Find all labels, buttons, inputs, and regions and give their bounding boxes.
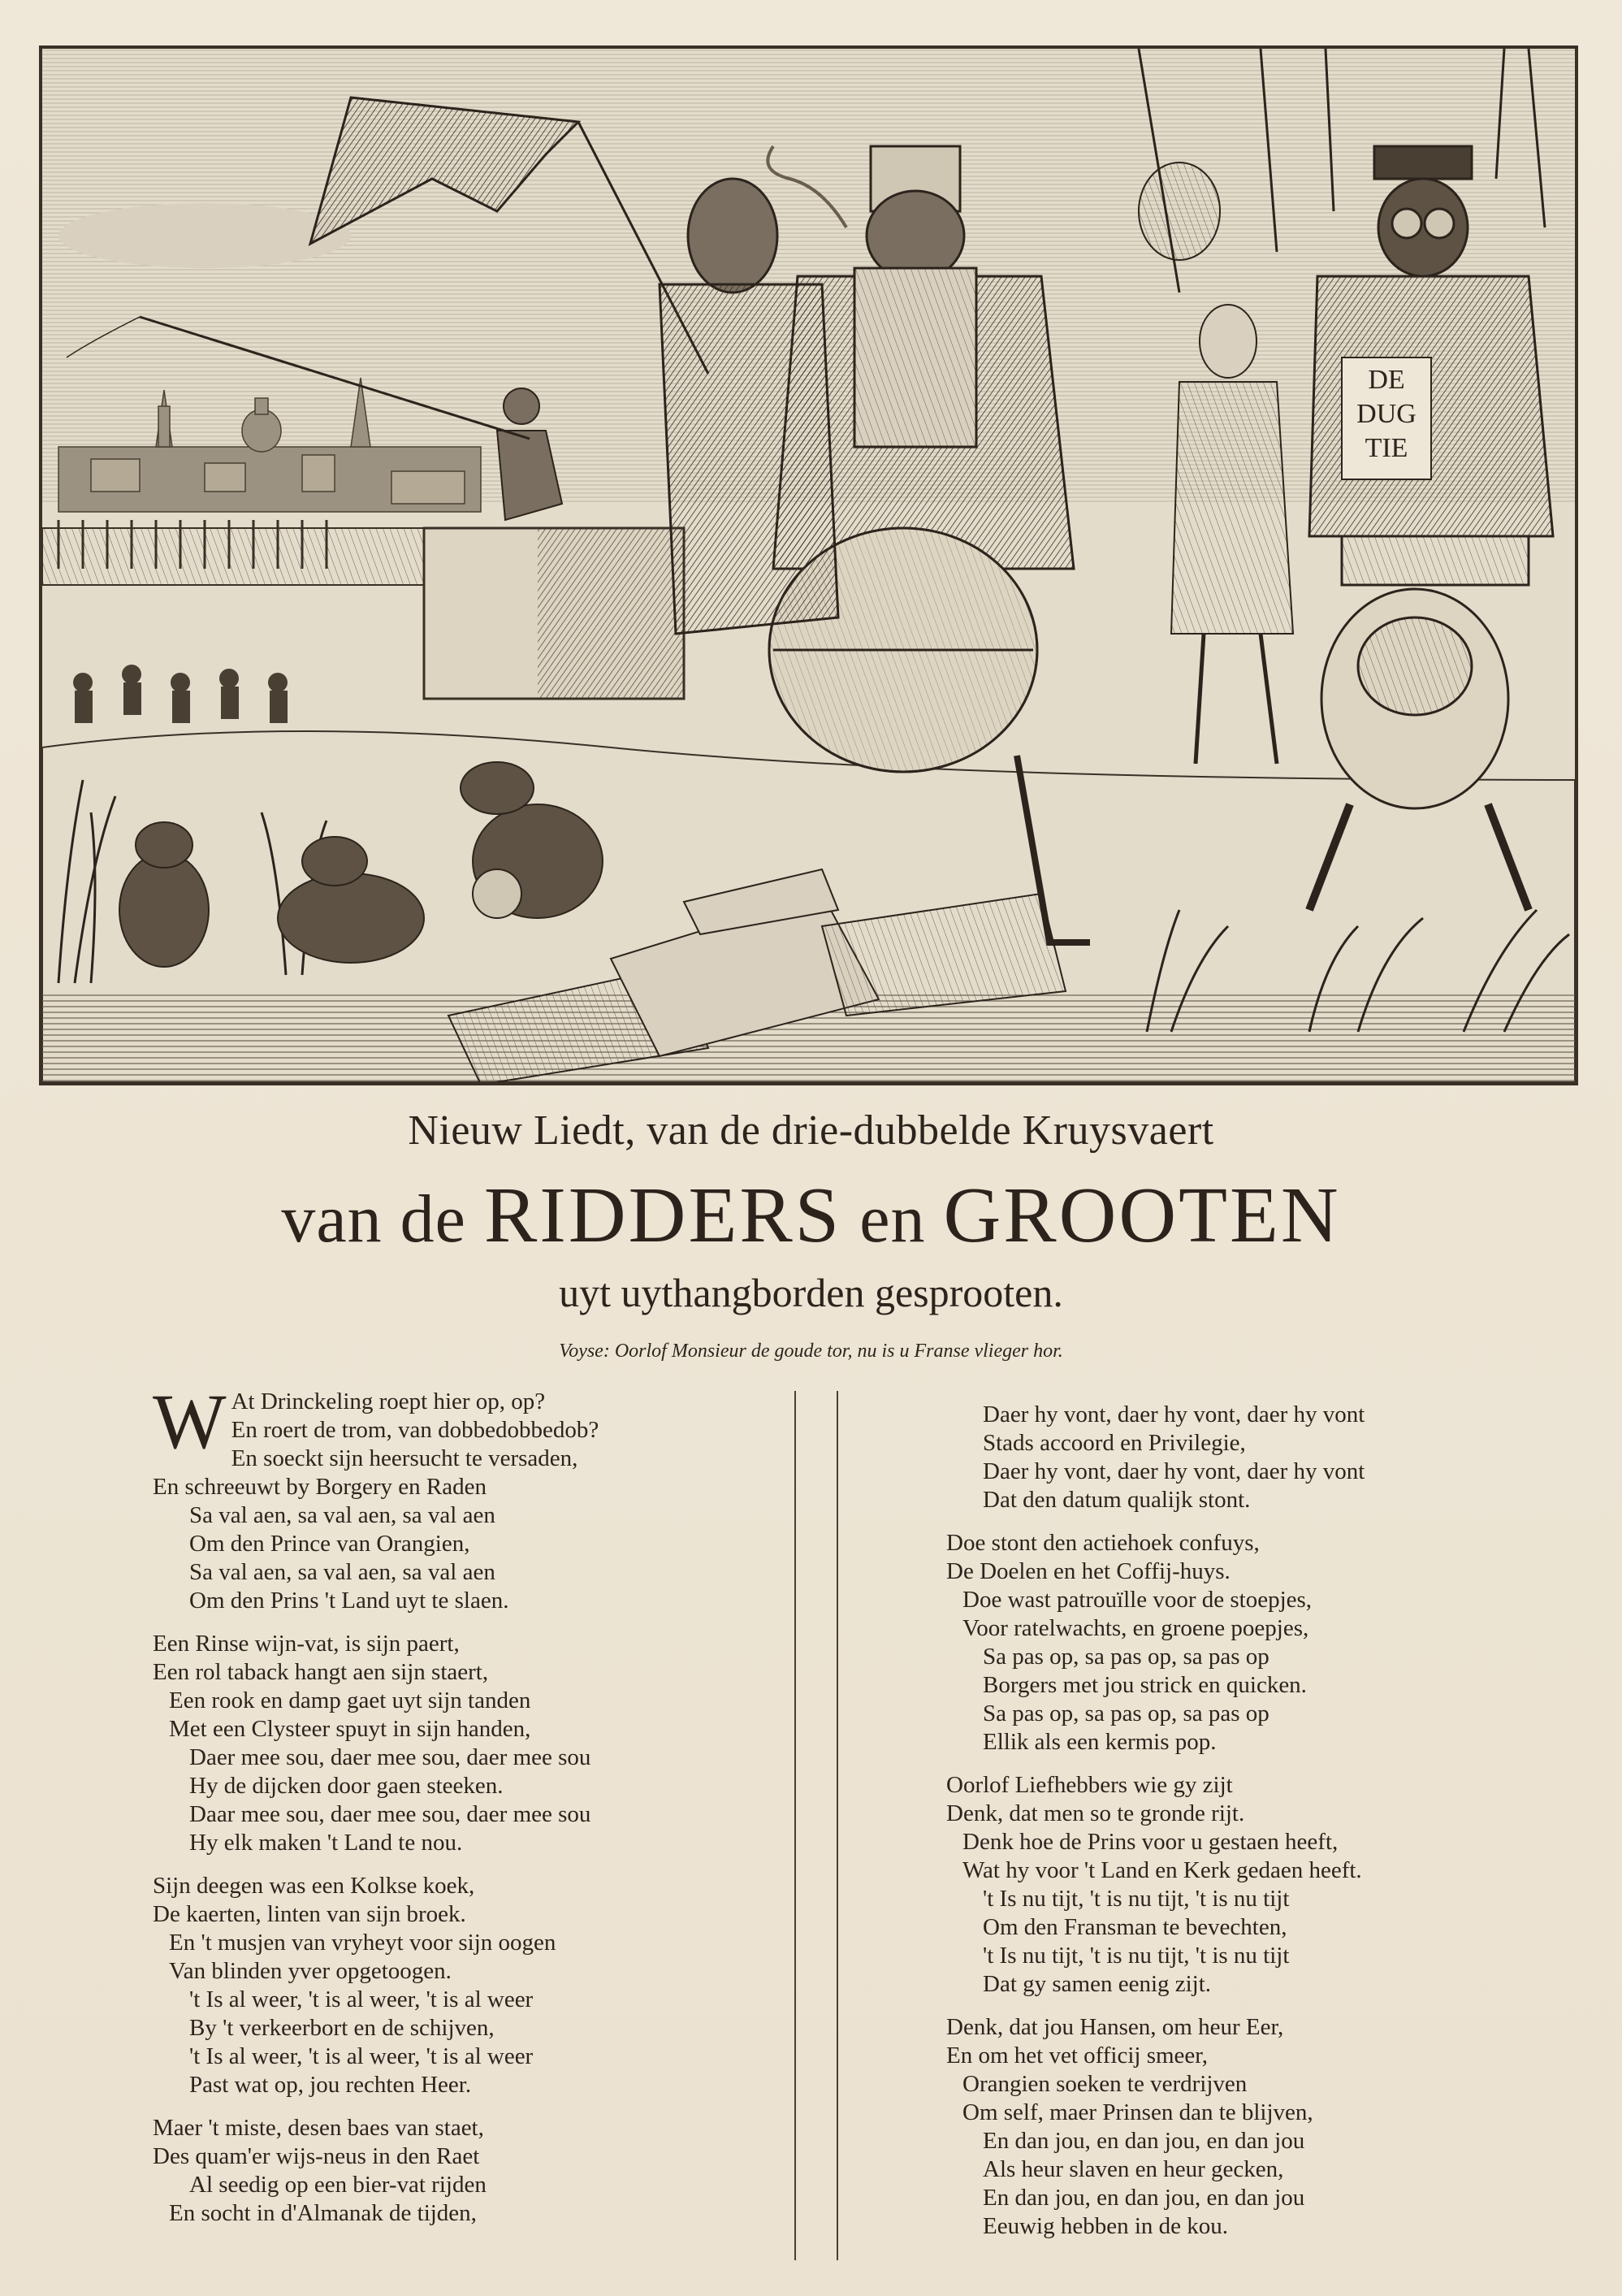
verse-line: By 't verkeerbort en de schijven, [189, 2015, 495, 2041]
verse-line: Daer hy vont, daer hy vont, daer hy vont [983, 1401, 1365, 1427]
verse-line: Als heur slaven en heur gecken, [983, 2156, 1284, 2182]
verse-line: Ellik als een kermis pop. [983, 1729, 1217, 1755]
verse-line: Denk, dat men so te gronde rijt. [946, 1800, 1245, 1826]
verse-line: Des quam'er wijs-neus in den Raet [153, 2143, 480, 2169]
verse-line: Eeuwig hebben in de kou. [983, 2213, 1229, 2239]
verse-line: Past wat op, jou rechten Heer. [189, 2072, 472, 2098]
verse-line: Hy elk maken 't Land te nou. [189, 1830, 463, 1856]
verse-line: De kaerten, linten van sijn broek. [153, 1901, 466, 1927]
stanza [946, 1771, 1564, 1999]
marching-soldiers [73, 665, 288, 723]
verse-line: Denk, dat jou Hansen, om heur Eer, [946, 2014, 1284, 2040]
verse-line: Met een Clysteer spuyt in sijn handen, [169, 1716, 531, 1742]
engraving-illustration [42, 49, 1575, 1082]
stanza [946, 2013, 1564, 2241]
verse-line: De Doelen en het Coffij-huys. [946, 1558, 1231, 1584]
verse-line: En 't musjen van vryheyt voor sijn oogen [169, 1930, 556, 1956]
verse-line: En dan jou, en dan jou, en dan jou [983, 2128, 1305, 2154]
verse-line: Om self, maer Prinsen dan te blijven, [962, 2099, 1313, 2125]
stanza [946, 1401, 1564, 1514]
verse-line: Maer 't miste, desen baes van staet, [153, 2115, 484, 2141]
column-rule-1 [794, 1391, 796, 2260]
stanza [153, 2114, 770, 2228]
verse-line: Daar mee sou, daer mee sou, daer mee sou [189, 1801, 591, 1827]
title-line-2 [0, 1170, 1622, 1261]
verse-line: Sa val aen, sa val aen, sa val aen [189, 1502, 495, 1528]
verse-line: Borgers met jou strick en quicken. [983, 1672, 1307, 1698]
verse-line: Sa pas op, sa pas op, sa pas op [983, 1644, 1269, 1670]
title-line-3: uyt uythangborden gesprooten. [559, 1270, 1063, 1315]
verse-line: Om den Prince van Orangien, [189, 1531, 470, 1557]
stanza [153, 1872, 770, 2099]
verse-line: Oorlof Liefhebbers wie gy zijt [946, 1772, 1233, 1798]
stanza [946, 1529, 1564, 1757]
column-rule-2 [837, 1391, 838, 2260]
title-line-1: Nieuw Liedt, van de drie-dubbelde Kruysvaert [408, 1107, 1214, 1154]
verse-line: Denk hoe de Prins voor u gestaen heeft, [962, 1829, 1339, 1855]
verse-line: Orangien soeken te verdrijven [962, 2071, 1248, 2097]
verse-line: En soeckt sijn heersucht te versaden, [231, 1445, 578, 1471]
verse-line: En dan jou, en dan jou, en dan jou [983, 2185, 1305, 2211]
verse-line: Doe wast patrouïlle voor de stoepjes, [962, 1587, 1313, 1613]
verse-line: At Drinckeling roept hier op, op? [231, 1388, 546, 1414]
verse-line: 't Is nu tijt, 't is nu tijt, 't is nu tijt [983, 1943, 1290, 1969]
engraving-plate [39, 45, 1578, 1085]
tune-indication: Voyse: Oorlof Monsieur de goude tor, nu is u Franse vlieger hor. [559, 1341, 1063, 1362]
verse-line: Van blinden yver opgetoogen. [169, 1958, 452, 1984]
title-line-2-pre: van de [281, 1181, 484, 1257]
verse-line: Stads accoord en Privilegie, [983, 1430, 1246, 1456]
left-stanzas [153, 1378, 770, 2228]
stanza [153, 1630, 770, 1857]
verse-line: 't Is al weer, 't is al weer, 't is al weer [189, 1986, 534, 2012]
verse-line: Daer hy vont, daer hy vont, daer hy vont [983, 1458, 1365, 1484]
verse-line: Doe stont den actiehoek confuys, [946, 1530, 1260, 1556]
verse-line: Daer mee sou, daer mee sou, daer mee sou [189, 1744, 591, 1770]
sign-line-1: DE [1368, 365, 1405, 395]
verse-column-left [153, 1378, 770, 2242]
verse-line: Een rol taback hangt aen sijn staert, [153, 1659, 489, 1685]
verse-line: En socht in d'Almanak de tijden, [169, 2200, 477, 2226]
verse-line: Wat hy voor 't Land en Kerk gedaen heeft. [962, 1857, 1362, 1883]
verse-line: Dat den datum qualijk stont. [983, 1487, 1251, 1513]
sign-line-3: TIE [1365, 433, 1408, 463]
stanza [153, 1378, 770, 1615]
title-grooten: GROOTEN [943, 1172, 1341, 1259]
verse-line: En om het vet officij smeer, [946, 2043, 1209, 2069]
verse-line: Voor ratelwachts, en groene poepjes, [962, 1615, 1309, 1641]
verse-line: Om den Prins 't Land uyt te slaen. [189, 1588, 509, 1614]
verse-line: 't Is al weer, 't is al weer, 't is al weer [189, 2043, 534, 2069]
verse-line: Een Rinse wijn-vat, is sijn paert, [153, 1631, 460, 1657]
cloud [58, 203, 351, 268]
verse-line: Al seedig op een bier-vat rijden [189, 2172, 487, 2198]
verse-line: Sa val aen, sa val aen, sa val aen [189, 1559, 495, 1585]
verse-line: Om den Fransman te bevechten, [983, 1914, 1287, 1940]
drop-cap: W [153, 1378, 227, 1465]
right-stanzas [946, 1401, 1564, 2241]
verse-line: Sijn deegen was een Kolkse koek, [153, 1873, 475, 1899]
verse-line: Hy de dijcken door gaen steeken. [189, 1773, 504, 1799]
verse-line: Dat gy samen eenig zijt. [983, 1971, 1212, 1997]
verse-line: En roert de trom, van dobbedobbedob? [231, 1417, 599, 1443]
verse-line: Een rook en damp gaet uyt sijn tanden [169, 1687, 531, 1713]
verse-column-right [946, 1401, 1564, 2255]
pedestal-shadow [538, 528, 684, 699]
title-line-2-mid: en [841, 1181, 944, 1257]
title-ridders: RIDDERS [483, 1172, 842, 1259]
verse-line: 't Is nu tijt, 't is nu tijt, 't is nu tijt [983, 1886, 1290, 1912]
sign-line-2: DUG [1356, 399, 1417, 429]
verse-line: Sa pas op, sa pas op, sa pas op [983, 1700, 1269, 1726]
verse-line: En schreeuwt by Borgery en Raden [153, 1474, 487, 1500]
